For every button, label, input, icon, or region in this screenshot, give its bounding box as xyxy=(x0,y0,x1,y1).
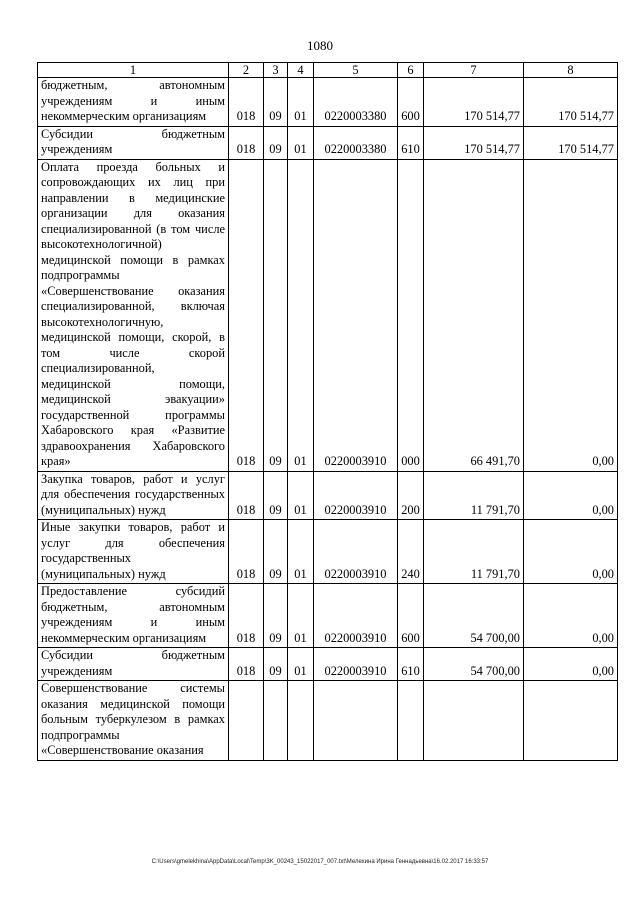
expense-type-code: 600 xyxy=(398,584,424,648)
subsection-code: 01 xyxy=(288,78,314,127)
table-header-row xyxy=(38,63,618,78)
table-row xyxy=(38,648,618,681)
section-code: 09 xyxy=(264,471,288,520)
item-name: Предоставление субсидий бюджетным, автономным учреждениям и иным некоммерческим организациям xyxy=(38,584,229,648)
header-cell: 5 xyxy=(314,63,398,78)
expense-type-code: 200 xyxy=(398,471,424,520)
amount-planned: 66 491,70 xyxy=(424,159,524,471)
ministry-code: 018 xyxy=(229,159,264,471)
item-name: Оплата проезда больных и сопровождающих их лиц при направлении в медицинские организации для оказания специализированной (в том числе высокотехнологичной) медицинской помощи в рамках подпрограммы «Совершенствование оказания специализированной, включая высокотехнологичную, медицинской помощи, скорой, в том числе скорой специализированной, медицинской помощи, медицинской эвакуации» государственной программы Хабаровского края «Развитие здравоохранения Хабаровского края» xyxy=(38,159,229,471)
target-article-code: 0220003910 xyxy=(314,159,398,471)
table-row xyxy=(38,159,618,471)
item-name: Субсидии бюджетным учреждениям xyxy=(38,648,229,681)
amount-planned: 54 700,00 xyxy=(424,648,524,681)
amount-executed: 0,00 xyxy=(524,584,618,648)
item-name: бюджетным, автономным учреждениям и иным некоммерческим организациям xyxy=(38,78,229,127)
table-row xyxy=(38,520,618,584)
target-article-code: 0220003910 xyxy=(314,471,398,520)
ministry-code: 018 xyxy=(229,648,264,681)
subsection-code: 01 xyxy=(288,471,314,520)
amount-executed: 0,00 xyxy=(524,648,618,681)
header-cell: 1 xyxy=(38,63,229,78)
subsection-code: 01 xyxy=(288,126,314,159)
ministry-code xyxy=(229,681,264,761)
header-cell: 2 xyxy=(229,63,264,78)
expense-type-code: 610 xyxy=(398,126,424,159)
table-row xyxy=(38,471,618,520)
target-article-code: 0220003910 xyxy=(314,648,398,681)
amount-planned: 170 514,77 xyxy=(424,78,524,127)
target-article-code: 0220003910 xyxy=(314,584,398,648)
amount-planned: 170 514,77 xyxy=(424,126,524,159)
subsection-code: 01 xyxy=(288,584,314,648)
amount-executed: 0,00 xyxy=(524,471,618,520)
amount-planned: 11 791,70 xyxy=(424,520,524,584)
table-row xyxy=(38,78,618,127)
ministry-code: 018 xyxy=(229,471,264,520)
expense-type-code xyxy=(398,681,424,761)
section-code: 09 xyxy=(264,78,288,127)
section-code: 09 xyxy=(264,584,288,648)
header-cell: 3 xyxy=(264,63,288,78)
item-name: Закупка товаров, работ и услуг для обеспечения государственных (муниципальных) нужд xyxy=(38,471,229,520)
table-row xyxy=(38,584,618,648)
ministry-code: 018 xyxy=(229,520,264,584)
expense-type-code: 610 xyxy=(398,648,424,681)
expense-type-code: 000 xyxy=(398,159,424,471)
amount-executed: 170 514,77 xyxy=(524,78,618,127)
subsection-code: 01 xyxy=(288,648,314,681)
expense-type-code: 240 xyxy=(398,520,424,584)
expense-type-code: 600 xyxy=(398,78,424,127)
target-article-code: 0220003380 xyxy=(314,78,398,127)
ministry-code: 018 xyxy=(229,126,264,159)
subsection-code: 01 xyxy=(288,159,314,471)
amount-executed xyxy=(524,681,618,761)
item-name: Субсидии бюджетным учреждениям xyxy=(38,126,229,159)
amount-executed: 170 514,77 xyxy=(524,126,618,159)
item-name: Иные закупки товаров, работ и услуг для обеспечения государственных (муниципальных) нужд xyxy=(38,520,229,584)
table-row xyxy=(38,126,618,159)
page-number: 1080 xyxy=(307,38,333,53)
ministry-code: 018 xyxy=(229,78,264,127)
amount-planned: 11 791,70 xyxy=(424,471,524,520)
section-code: 09 xyxy=(264,520,288,584)
amount-planned xyxy=(424,681,524,761)
header-cell: 7 xyxy=(424,63,524,78)
target-article-code xyxy=(314,681,398,761)
table-row xyxy=(38,681,618,761)
item-name: Совершенствование системы оказания медицинской помощи больным туберкулезом в рамках подпрограммы «Совершенствование оказания xyxy=(38,681,229,761)
section-code xyxy=(264,681,288,761)
header-cell: 4 xyxy=(288,63,314,78)
subsection-code: 01 xyxy=(288,520,314,584)
amount-executed: 0,00 xyxy=(524,520,618,584)
header-cell: 8 xyxy=(524,63,618,78)
section-code: 09 xyxy=(264,648,288,681)
ministry-code: 018 xyxy=(229,584,264,648)
section-code: 09 xyxy=(264,159,288,471)
header-cell: 6 xyxy=(398,63,424,78)
budget-table xyxy=(37,62,618,761)
section-code: 09 xyxy=(264,126,288,159)
amount-executed: 0,00 xyxy=(524,159,618,471)
subsection-code xyxy=(288,681,314,761)
footer-file-path: C:\Users\gmelekhina\AppData\Local\Temp\3K_00243_15022017_007.txt\Мелехина Ирина Геннадьевна\16.02.2017 16:33:57 xyxy=(151,859,489,865)
target-article-code: 0220003380 xyxy=(314,126,398,159)
amount-planned: 54 700,00 xyxy=(424,584,524,648)
target-article-code: 0220003910 xyxy=(314,520,398,584)
